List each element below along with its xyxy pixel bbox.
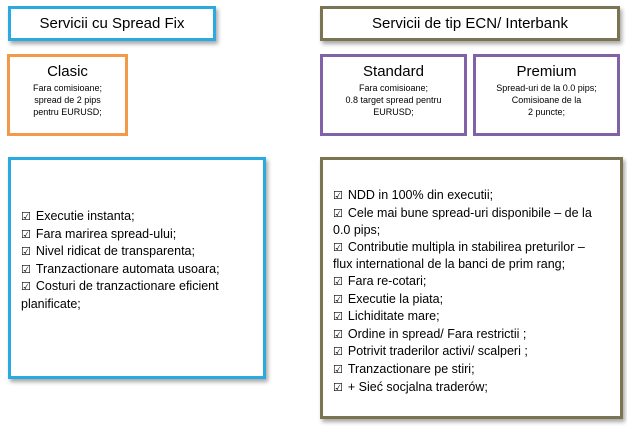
feature-item: ☑ Lichiditate mare; bbox=[333, 309, 440, 324]
premium-line: Comisioane de la bbox=[511, 95, 582, 105]
standard-line: Fara comisioane; bbox=[358, 83, 429, 93]
checkbox-icon: ☑ bbox=[333, 240, 343, 254]
fixed-spread-features-box bbox=[8, 157, 266, 379]
feature-item: ☑ Tranzactionare pe stiri; bbox=[333, 361, 475, 376]
feature-item: ☑ + Sieć socjalna traderów; bbox=[333, 379, 488, 394]
ecn-features-box bbox=[320, 157, 623, 419]
clasic-title: Clasic bbox=[47, 63, 88, 80]
checkbox-icon: ☑ bbox=[333, 292, 343, 306]
feature-item: ☑ Ordine in spread/ Fara restrictii ; bbox=[333, 326, 527, 341]
standard-line: EURUSD; bbox=[373, 107, 414, 117]
standard-line: 0.8 target spread pentru bbox=[345, 95, 442, 105]
feature-item: ☑ Executie instanta; bbox=[21, 209, 135, 223]
feature-item: ☑ Nivel ridicat de transparenta; bbox=[21, 244, 195, 259]
feature-item: ☑ Cele mai bune spread-uri disponibile – de la bbox=[333, 205, 592, 220]
checkbox-icon: ☑ bbox=[333, 327, 343, 341]
clasic-line: spread de 2 pips bbox=[34, 95, 101, 105]
checkbox-icon: ☑ bbox=[333, 362, 343, 376]
feature-item-continuation: 0.0 pips; bbox=[333, 223, 381, 238]
checkbox-icon: ☑ bbox=[21, 280, 31, 294]
premium-title: Premium bbox=[516, 63, 577, 80]
feature-item: ☑ Tranzactionare automata usoara; bbox=[21, 261, 220, 276]
ecn-interbank-header-label: Servicii de tip ECN/ Interbank bbox=[372, 15, 568, 32]
clasic-card bbox=[7, 54, 128, 136]
checkbox-icon: ☑ bbox=[21, 245, 31, 259]
feature-item-continuation: flux international de la banci de prim rang; bbox=[333, 257, 566, 272]
checkbox-icon: ☑ bbox=[21, 262, 31, 276]
feature-item-continuation: planificate; bbox=[21, 296, 81, 311]
ecn-interbank-header bbox=[320, 6, 620, 41]
ecn-features-list bbox=[333, 187, 614, 396]
standard-card bbox=[320, 54, 467, 136]
feature-item: ☑ Contributie multipla in stabilirea preturilor – bbox=[333, 239, 585, 254]
checkbox-icon: ☑ bbox=[333, 345, 343, 359]
feature-item: ☑ Executie la piata; bbox=[333, 291, 444, 306]
feature-item: ☑ Costuri de tranzactionare eficient bbox=[21, 279, 219, 294]
premium-line: Spread-uri de la 0.0 pips; bbox=[496, 83, 597, 93]
feature-item: ☑ NDD in 100% din executii; bbox=[333, 188, 494, 202]
checkbox-icon: ☑ bbox=[333, 206, 343, 220]
checkbox-icon: ☑ bbox=[21, 210, 31, 223]
clasic-line: Fara comisioane; bbox=[32, 83, 103, 93]
premium-card bbox=[473, 54, 620, 136]
checkbox-icon: ☑ bbox=[333, 310, 343, 324]
premium-line: 2 puncte; bbox=[527, 107, 566, 117]
feature-item: ☑ Fara marirea spread-ului; bbox=[21, 226, 177, 241]
checkbox-icon: ☑ bbox=[333, 274, 343, 288]
checkbox-icon: ☑ bbox=[333, 189, 343, 202]
standard-title: Standard bbox=[363, 63, 424, 80]
feature-item: ☑ Potrivit traderilor activi/ scalperi ; bbox=[333, 344, 528, 359]
clasic-line: pentru EURUSD; bbox=[33, 107, 102, 117]
checkbox-icon: ☑ bbox=[333, 380, 343, 394]
fixed-spread-header-label: Servicii cu Spread Fix bbox=[39, 15, 185, 32]
fixed-spread-header bbox=[8, 6, 216, 41]
feature-item: ☑ Fara re-cotari; bbox=[333, 273, 427, 288]
fixed-spread-features-list bbox=[21, 208, 255, 313]
checkbox-icon: ☑ bbox=[21, 227, 31, 241]
